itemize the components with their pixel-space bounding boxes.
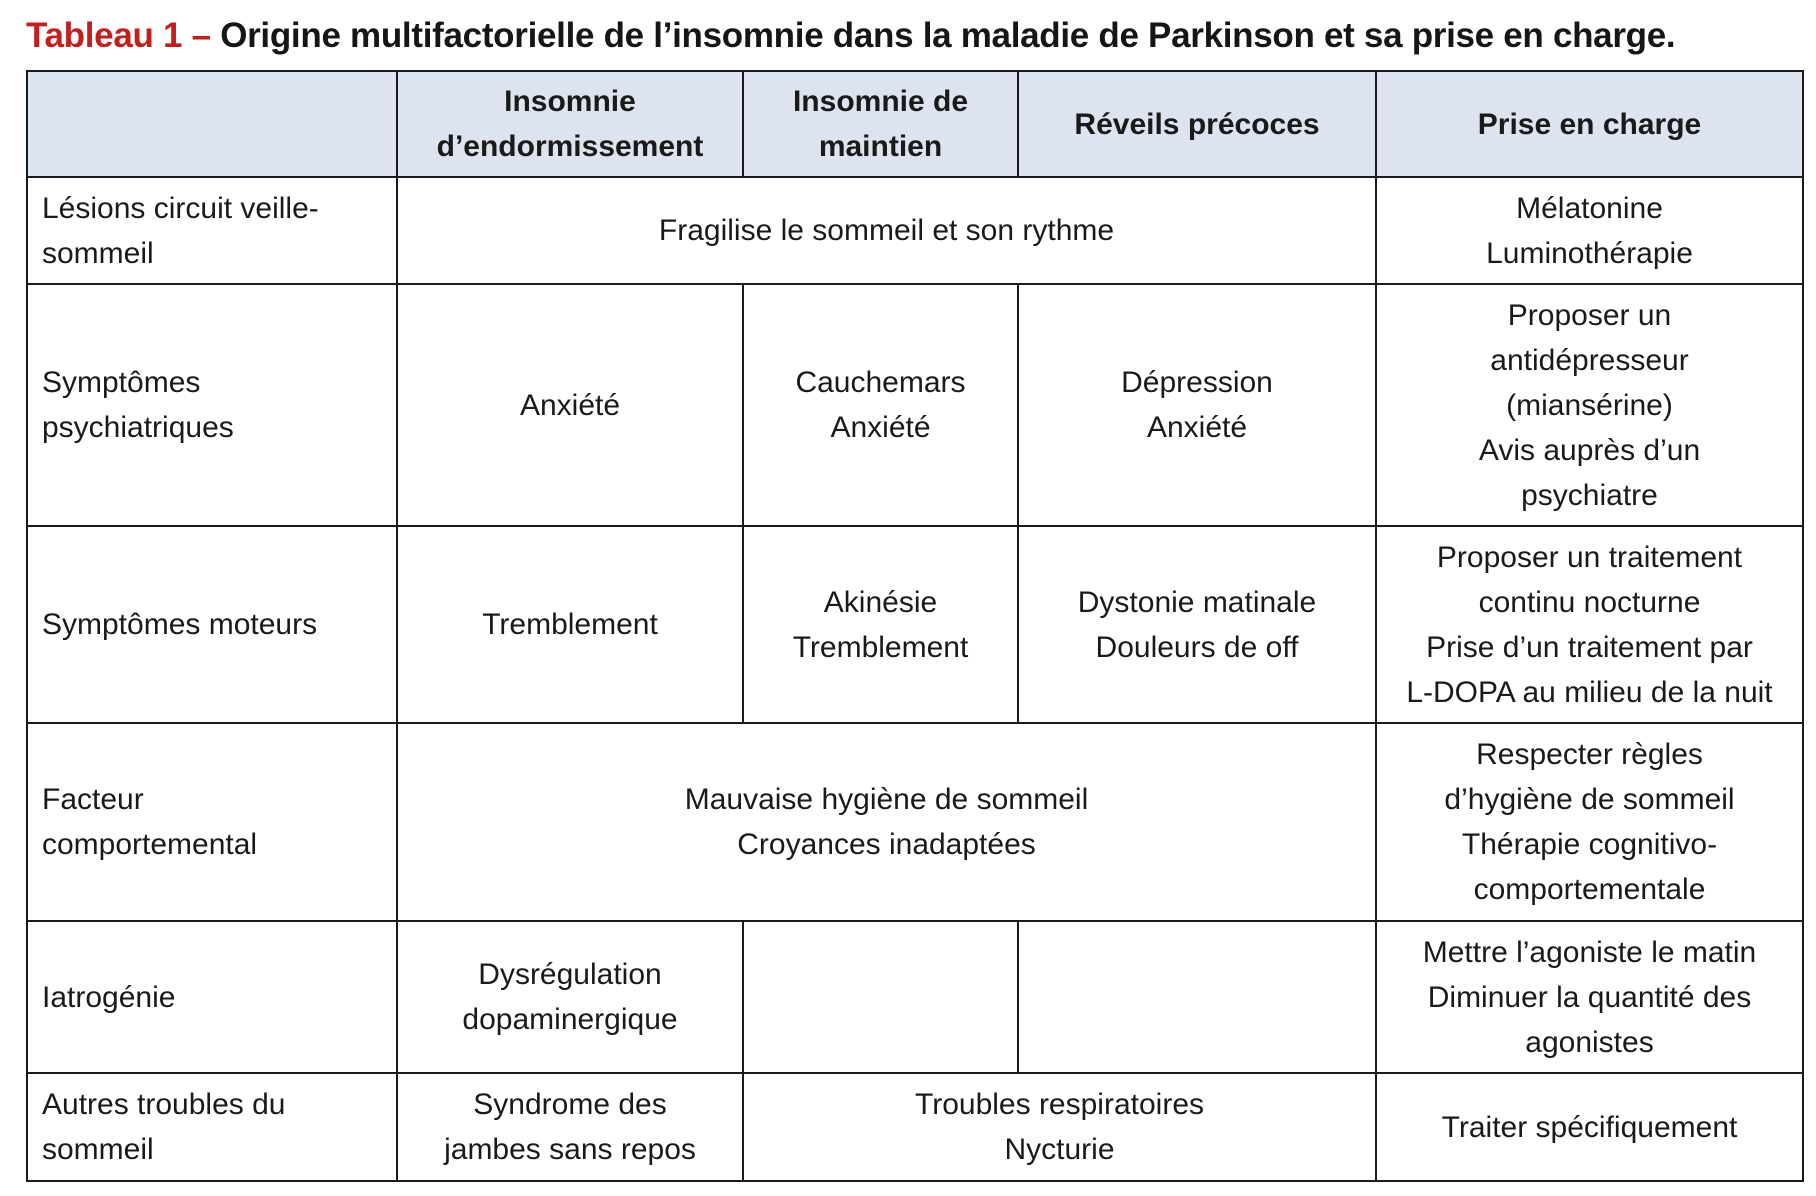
cell-text-line: Réveils précoces: [1074, 107, 1320, 141]
cell-text-line: psychiatre: [1521, 478, 1658, 512]
header-corner-cell: [27, 71, 397, 177]
cell-psychiatriques-reveils: [1018, 284, 1376, 526]
cell-text-line: Anxiété: [1146, 411, 1248, 444]
cell-text-line: Tremblement: [792, 630, 969, 664]
table-row-iatrogenie: [27, 921, 1803, 1073]
cell-psychiatriques-prise-en-charge: [1376, 284, 1803, 526]
cell-text-line: antidépresseur: [1490, 343, 1689, 377]
header-maintien: [743, 71, 1018, 177]
cell-text-line: Respecter règles: [1476, 738, 1703, 771]
cell-text-line: Cauchemars: [795, 366, 966, 399]
cell-text-line: Prise d’un traitement par: [1426, 630, 1753, 664]
row-label-autres: [27, 1073, 397, 1181]
cell-comportemental-prise-en-charge: [1376, 723, 1803, 921]
cell-text-line: Iatrogénie: [42, 980, 176, 1014]
cell-iatrogenie-endormissement: [397, 921, 743, 1073]
table-container: [26, 70, 1804, 1182]
cell-text-line: Thérapie cognitivo-: [1461, 828, 1718, 861]
cell-text-line: sommeil: [42, 1133, 154, 1166]
header-prise-en-charge: [1376, 71, 1803, 177]
caption-title: Origine multifactorielle de l’insomnie dans la maladie de Parkinson et sa prise en charge.: [220, 16, 1676, 55]
cell-autres-span: [743, 1073, 1376, 1181]
cell-autres-endormissement: [397, 1073, 743, 1181]
row-label-comportemental: [27, 723, 397, 921]
cell-text-line: Mélatonine: [1516, 191, 1663, 225]
cell-text-line: Symptômes moteurs: [42, 608, 318, 641]
cell-text-line: Anxiété: [519, 388, 621, 422]
cell-text-line: Croyances inadaptées: [737, 828, 1036, 861]
row-label-iatrogenie: [27, 921, 397, 1073]
cell-text-line: Avis auprès d’un: [1478, 433, 1701, 467]
cell-text-line: Syndrome des: [473, 1088, 667, 1121]
table-row-comportemental: [27, 723, 1803, 921]
caption-label: Tableau 1 –: [26, 16, 211, 55]
cell-text-line: Anxiété: [830, 411, 931, 444]
cell-text-line: Traiter spécifiquement: [1441, 1110, 1738, 1144]
row-label-moteurs: [27, 526, 397, 723]
header-row: [27, 71, 1803, 177]
cell-text-line: Dystonie matinale: [1077, 585, 1317, 619]
table-caption: [26, 10, 1806, 62]
cell-text-line: Luminothérapie: [1486, 236, 1693, 270]
cell-text-line: Lésions circuit veille-: [42, 191, 319, 225]
cell-text-line: Troubles respiratoires: [915, 1088, 1204, 1121]
header-endormissement: [397, 71, 743, 177]
table-row-lesions: [27, 177, 1803, 284]
cell-moteurs-endormissement: [397, 526, 743, 723]
cell-text-line: Prise en charge: [1477, 107, 1702, 141]
cell-text-line: d’endormissement: [436, 130, 704, 163]
cell-lesions-span: [397, 177, 1376, 284]
cell-text-line: maintien: [818, 130, 943, 163]
cell-moteurs-maintien: [743, 526, 1018, 723]
cell-text-line: Insomnie: [504, 85, 636, 118]
cell-text-line: Diminuer la quantité des: [1427, 980, 1752, 1014]
cell-text-line: L-DOPA au milieu de la nuit: [1406, 675, 1773, 709]
cell-text-line: Autres troubles du: [42, 1088, 286, 1121]
cell-text-line: (miansérine): [1506, 388, 1673, 422]
cell-text-line: Tremblement: [482, 608, 658, 641]
cell-text-line: Mettre l’agoniste le matin: [1422, 935, 1757, 969]
row-label-psychiatriques: [27, 284, 397, 526]
cell-text-line: comportementale: [1473, 873, 1706, 906]
cell-text-line: d’hygiène de sommeil: [1444, 783, 1735, 816]
cell-text-line: psychiatriques: [42, 411, 234, 444]
cell-text-line: Proposer un traitement: [1436, 540, 1743, 574]
table-row-moteurs: [27, 526, 1803, 723]
cell-autres-prise-en-charge: [1376, 1073, 1803, 1181]
cell-text-line: agonistes: [1525, 1025, 1654, 1059]
cell-text-line: jambes sans repos: [444, 1133, 696, 1166]
cell-iatrogenie-maintien: [743, 921, 1018, 1073]
cell-text-line: Symptômes: [42, 366, 201, 399]
row-label-lesions: [27, 177, 397, 284]
cell-iatrogenie-prise-en-charge: [1376, 921, 1803, 1073]
cell-text-line: Facteur: [42, 783, 144, 816]
cell-iatrogenie-reveils: [1018, 921, 1376, 1073]
insomnia-table: [26, 70, 1804, 1182]
cell-text-line: Akinésie: [823, 585, 938, 619]
cell-text-line: continu nocturne: [1478, 585, 1701, 619]
cell-text-line: Insomnie de: [792, 85, 969, 118]
cell-moteurs-reveils: [1018, 526, 1376, 723]
cell-text-line: sommeil: [42, 236, 154, 270]
cell-text-line: Nycturie: [1004, 1133, 1115, 1166]
cell-psychiatriques-endormissement: [397, 284, 743, 526]
cell-text-line: Proposer un: [1507, 298, 1672, 332]
cell-text-line: Fragilise le sommeil et son rythme: [658, 214, 1115, 247]
cell-text-line: dopaminergique: [462, 1003, 678, 1036]
cell-text-line: Dépression: [1121, 366, 1273, 399]
header-reveils: [1018, 71, 1376, 177]
table-row-autres: [27, 1073, 1803, 1181]
cell-moteurs-prise-en-charge: [1376, 526, 1803, 723]
cell-text-line: Mauvaise hygiène de sommeil: [684, 783, 1089, 816]
cell-text-line: Douleurs de off: [1095, 630, 1299, 664]
cell-psychiatriques-maintien: [743, 284, 1018, 526]
cell-text-line: Dysrégulation: [478, 958, 662, 991]
cell-text-line: comportemental: [42, 828, 258, 861]
cell-lesions-prise-en-charge: [1376, 177, 1803, 284]
cell-comportemental-span: [397, 723, 1376, 921]
table-row-psychiatriques: [27, 284, 1803, 526]
